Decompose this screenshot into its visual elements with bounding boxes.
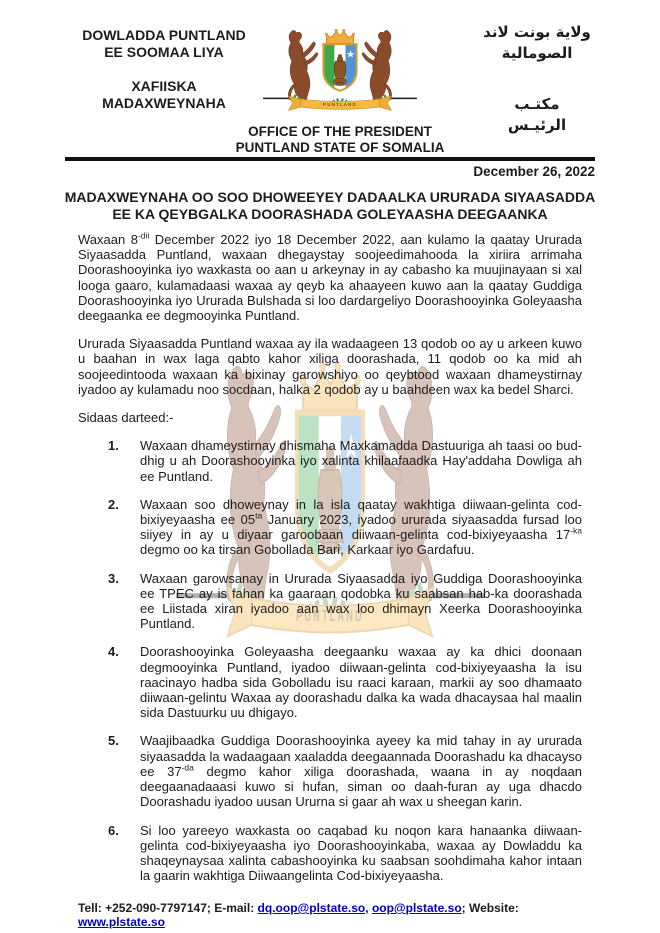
superscript-text: -dii: [137, 230, 150, 241]
arabic-state-line1: ولاية بونت لاند: [483, 23, 591, 41]
footer-email-link-2[interactable]: oop@plstate.so: [371, 901, 462, 915]
list-item-text: [140, 571, 582, 632]
gov-name-line2: EE SOOMAA LIYA: [104, 44, 224, 60]
list-item-number: 3.: [108, 570, 119, 586]
paragraph: [78, 410, 582, 425]
text-run: degmo kahor xiliga doorashada, waana in ay noqdaan deegaanadaaasi kuwo si hufan, siman oo daah-furan ay uga dhacdo Doorashadu iyadoo uusan Ururna si gaar ah wax u sheegan karin.: [140, 763, 582, 810]
list-item: [78, 438, 582, 484]
list-item-number: 5.: [108, 733, 119, 749]
text-run: ; Website:: [461, 901, 519, 915]
office-english-line1: OFFICE OF THE PRESIDENT: [248, 124, 432, 139]
list-item-text: [140, 497, 582, 558]
list-item: [78, 733, 582, 809]
text-run: degmo oo ka tirsan Gobollada Bari, Karkaar iyo Gardafuu.: [140, 542, 475, 558]
list-item: [78, 497, 582, 558]
list-item: [78, 823, 582, 884]
list-item-number: 4.: [108, 644, 119, 660]
office-somali-line1: XAFIISKA: [131, 78, 197, 94]
footer-website-link[interactable]: www.plstate.so: [78, 915, 165, 929]
text-run: Waajibaadka Guddiga Doorashooyinka ayeey ka mid tahay in ay ururada siyaasadda la wadaagaan xaaladda deegaannada Doorashadu ka dhacayso ee 37: [140, 733, 582, 779]
header-divider-line: [65, 157, 595, 161]
list-item-text: [140, 823, 582, 884]
superscript-text: -da: [181, 762, 194, 773]
list-item-number: 2.: [108, 496, 119, 512]
document-title-line2: EE KA QEYBGALKA DOORASHADA GOLEYAASHA DEEGAANKA: [112, 206, 548, 222]
list-item-number: 6.: [108, 822, 119, 838]
list-item-number: 1.: [108, 438, 119, 454]
list-item-text: [140, 644, 582, 720]
office-english-block: [20, 124, 660, 156]
document-body: [78, 223, 582, 883]
text-run: Ururada Siyaasadda Puntland waxaa ay ila wadaageen 13 qodob oo ay u arkeen kuwo u baahan in wax laga qabto kahor xiliga doorashada, 11 qodob oo ka mid ah soojeedintooda waxaan ka bixinay garowshiyo oo qeybtood waxaan dhameystirnay iyadoo ay kulamadu noo socdaan, halka 2 qodob ay u baahdeen wax ka bedel Sharci.: [78, 336, 582, 397]
document-date: December 26, 2022: [473, 164, 595, 179]
document-title-line1: MADAXWEYNAHA OO SOO DHOWEEYEY DADAALKA URURADA SIYAASADDA: [64, 189, 596, 205]
arabic-state-line2: الصومالية: [501, 44, 573, 62]
footer-line: [78, 901, 598, 929]
paragraph: [78, 232, 582, 323]
header-arabic-block: [438, 22, 636, 136]
document-title: [40, 189, 620, 223]
list-item: [78, 571, 582, 632]
paragraph: [78, 336, 582, 397]
list-item: [78, 644, 582, 720]
list-item-text: [140, 733, 582, 809]
footer-email-link-1[interactable]: dq.oop@plstate.so,: [257, 901, 369, 915]
arabic-office-line2: الرئيـس: [507, 116, 567, 134]
text-run: Doorashooyinka Goleyaasha deegaanku waxaa ay ka dhici doonaan degmooyinka Puntland, iyadoo diiwaan-gelinta cod-bixiyeyaasha la isu raacinayo hadba sida Gobolladu isu raaci karaan, markii ay soo dhamaato diiwaan-gelintu Waxaa ay doorashadu dalka ka wada dhacaysaa hal maalin sida Dastuurku uu dhigayo.: [140, 644, 582, 721]
text-run: Sidaas darteed:-: [78, 410, 174, 426]
puntland-coat-of-arms: [257, 26, 423, 124]
text-run: Si loo yareeyo waxkasta oo caqabad ku noqon kara hanaanka diiwaan-gelinta cod-bixiyeyaasha iyo Doorashooyinkaba, waxaa ay Dowladdu ka shaqeynaysaa xalinta cabashooyinka ku saabsan soohdimaha kahor intaan la gaarin wakhtiga Diiwaangelinta Cod-bixiyeyaasha.: [140, 822, 582, 884]
puntland-emblem: [257, 26, 423, 124]
office-english-line2: PUNTLAND STATE OF SOMALIA: [235, 140, 445, 155]
text-run: Waxaan dhameystirnay dhismaha Maxkamadda Dastuuriga ah taasi oo bud-dhig u ah Doorashooyinka iyo xalinta khilaafaadka Hay'addaha Dowliga ah ee Puntland.: [140, 438, 582, 484]
text-run: December 2022 iyo 18 December 2022, aan kulamo la qaatay Ururada Siyaasadda Puntland, waxaan dhegaystay soojeedimahooda la xiriira arrimaha Doorashooyinka iyo waxkasta oo aan u arkeynay in ay cabasho ka muujinayaan si xal looga gaaro, kulamadaasi waxaa ay qeyb ka ahaayeen kuwo aan la qaatay Guddiga Doorashooyinka iyo Ururada Bulshada si loo dardargeliyo Doorashooyinka Goleyaasha deegaanka ee degmooyinka Puntland.: [78, 232, 582, 324]
superscript-text: -ka: [570, 525, 582, 536]
text-run: Tell: +252-090-7797147; E-mail:: [78, 901, 258, 915]
list-item-text: [140, 438, 582, 484]
text-run: Waxaan soo dhoweynay in la isla qaatay wakhtiga diiwaan-gelinta cod-bixiyeyaasha ee 05: [140, 496, 582, 528]
gov-name-line1: DOWLADDA PUNTLAND: [82, 27, 246, 43]
text-run: Waxaan 8: [78, 232, 138, 247]
header-somali-block: [58, 27, 270, 112]
superscript-text: ta: [255, 510, 263, 521]
text-run: Waxaan garowsanay in Ururada Siyaasadda iyo Guddiga Doorashooyinka ee TPEC ay is fahan ka gaaraan qodobka ku saabsan hab-ka doorashada ee Liistada xiran iyadoo aan wax loo dhimayn Xeerka Doorashooyinka Puntland.: [140, 570, 582, 632]
text-run: January 2023, iyadoo ururada siyaasadda fursad loo siiyey in ay u diyaar garoobaan diiwaan-gelinta cod-bixiyeyaasha 17: [140, 512, 582, 543]
arabic-office-line1: مكتـب: [514, 95, 560, 113]
office-somali-line2: MADAXWEYNAHA: [102, 95, 226, 111]
